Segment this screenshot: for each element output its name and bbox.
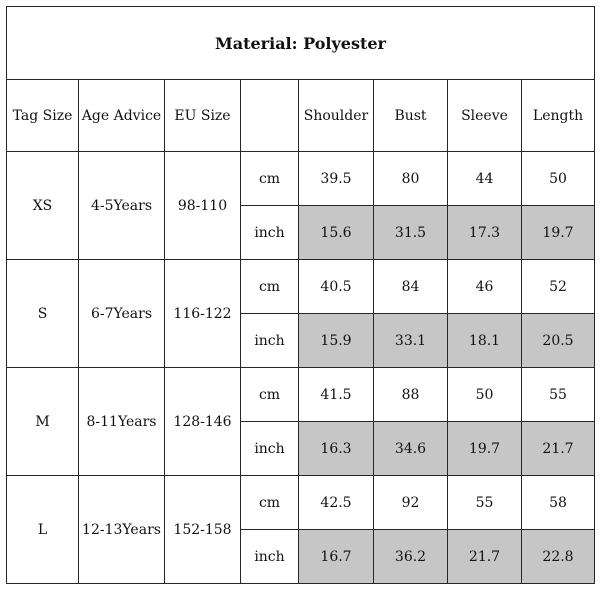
sleeve-inch-value: 21.7 (448, 530, 522, 584)
shoulder-cm-value: 39.5 (299, 152, 374, 206)
eu-size-cell: 98-110 (165, 152, 241, 260)
size-row-cm (7, 368, 595, 422)
header-shoulder: Shoulder (299, 80, 374, 152)
sleeve-inch-value: 19.7 (448, 422, 522, 476)
unit-inch-label: inch (241, 422, 299, 476)
size-row-cm (7, 152, 595, 206)
bust-cm-value: 92 (374, 476, 448, 530)
header-tag-size: Tag Size (7, 80, 79, 152)
unit-cm-label: cm (241, 476, 299, 530)
length-cm-value: 52 (522, 260, 595, 314)
shoulder-inch-value: 16.3 (299, 422, 374, 476)
unit-cm-label: cm (241, 260, 299, 314)
material-title: Material: Polyester (7, 7, 595, 80)
length-inch-value: 21.7 (522, 422, 595, 476)
header-length: Length (522, 80, 595, 152)
unit-inch-label: inch (241, 314, 299, 368)
sleeve-cm-value: 55 (448, 476, 522, 530)
header-row (7, 80, 595, 152)
bust-inch-value: 34.6 (374, 422, 448, 476)
size-row-cm (7, 476, 595, 530)
sleeve-cm-value: 44 (448, 152, 522, 206)
shoulder-inch-value: 16.7 (299, 530, 374, 584)
tag-size-cell: S (7, 260, 79, 368)
length-inch-value: 19.7 (522, 206, 595, 260)
eu-size-cell: 128-146 (165, 368, 241, 476)
shoulder-inch-value: 15.9 (299, 314, 374, 368)
length-cm-value: 55 (522, 368, 595, 422)
eu-size-cell: 116-122 (165, 260, 241, 368)
eu-size-cell: 152-158 (165, 476, 241, 584)
tag-size-cell: L (7, 476, 79, 584)
unit-cm-label: cm (241, 152, 299, 206)
header-unit (241, 80, 299, 152)
shoulder-inch-value: 15.6 (299, 206, 374, 260)
header-bust: Bust (374, 80, 448, 152)
sleeve-inch-value: 18.1 (448, 314, 522, 368)
bust-cm-value: 80 (374, 152, 448, 206)
bust-inch-value: 31.5 (374, 206, 448, 260)
unit-inch-label: inch (241, 206, 299, 260)
header-eu-size: EU Size (165, 80, 241, 152)
header-sleeve: Sleeve (448, 80, 522, 152)
sleeve-inch-value: 17.3 (448, 206, 522, 260)
shoulder-cm-value: 42.5 (299, 476, 374, 530)
shoulder-cm-value: 41.5 (299, 368, 374, 422)
shoulder-cm-value: 40.5 (299, 260, 374, 314)
length-inch-value: 22.8 (522, 530, 595, 584)
age-advice-cell: 6-7Years (79, 260, 165, 368)
age-advice-cell: 4-5Years (79, 152, 165, 260)
sleeve-cm-value: 50 (448, 368, 522, 422)
age-advice-cell: 8-11Years (79, 368, 165, 476)
tag-size-cell: XS (7, 152, 79, 260)
bust-inch-value: 33.1 (374, 314, 448, 368)
size-chart-table (6, 6, 595, 584)
bust-cm-value: 84 (374, 260, 448, 314)
unit-inch-label: inch (241, 530, 299, 584)
sleeve-cm-value: 46 (448, 260, 522, 314)
age-advice-cell: 12-13Years (79, 476, 165, 584)
tag-size-cell: M (7, 368, 79, 476)
title-row (7, 7, 595, 80)
bust-cm-value: 88 (374, 368, 448, 422)
unit-cm-label: cm (241, 368, 299, 422)
length-inch-value: 20.5 (522, 314, 595, 368)
header-age-advice: Age Advice (79, 80, 165, 152)
size-row-cm (7, 260, 595, 314)
length-cm-value: 50 (522, 152, 595, 206)
bust-inch-value: 36.2 (374, 530, 448, 584)
length-cm-value: 58 (522, 476, 595, 530)
